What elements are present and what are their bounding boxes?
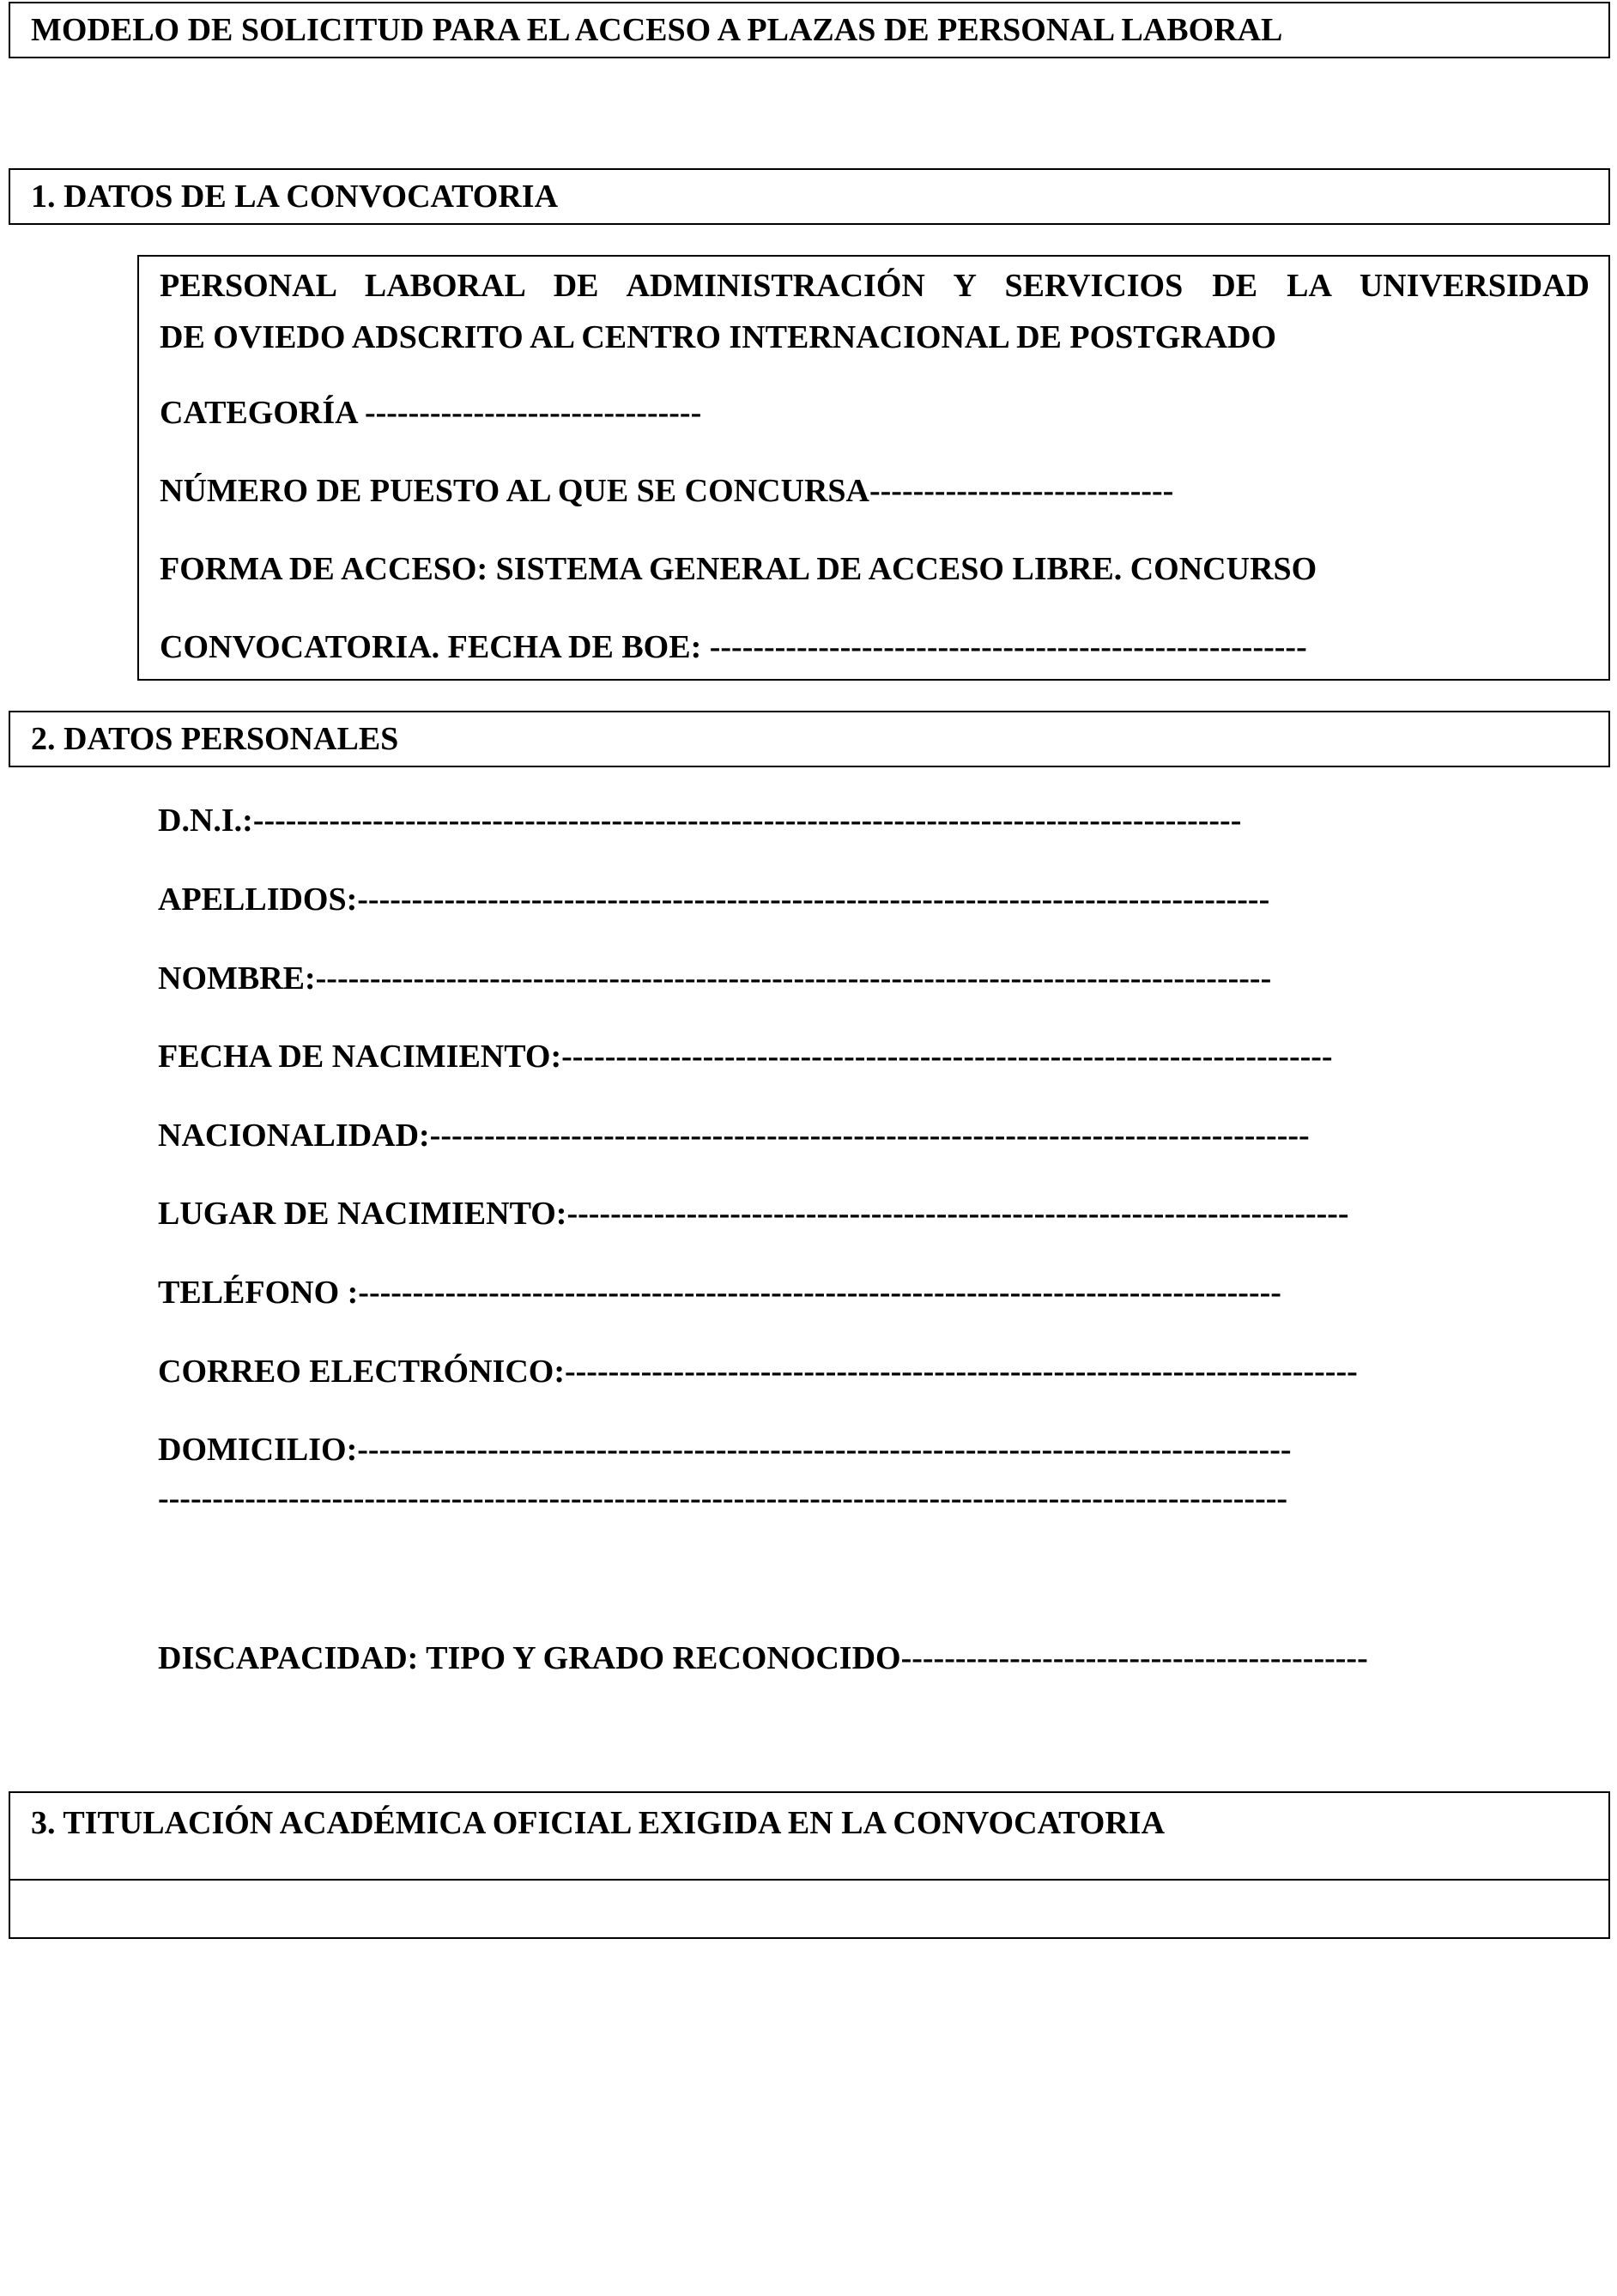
section-heading-titulacion: 3. TITULACIÓN ACADÉMICA OFICIAL EXIGIDA EN LA CONVOCATORIA (31, 1805, 1166, 1841)
section-heading-convocatoria-text: 1. DATOS DE LA CONVOCATORIA (31, 179, 559, 215)
lugar-nacimiento-field[interactable]: LUGAR DE NACIMIENTO:------------------------------------------------------------------------ (158, 1196, 1349, 1232)
convocatoria-description-line-2: DE OVIEDO ADSCRITO AL CENTRO INTERNACIONAL DE POSTGRADO (160, 319, 1277, 355)
discapacidad-field[interactable]: DISCAPACIDAD: TIPO Y GRADO RECONOCIDO------------------------------------------- (158, 1640, 1368, 1676)
telefono-field[interactable]: TELÉFONO :------------------------------------------------------------------------------------- (158, 1275, 1281, 1311)
section-heading-convocatoria (9, 168, 1610, 225)
domicilio-field[interactable]: DOMICILIO:-------------------------------------------------------------------------------------- (158, 1432, 1292, 1468)
convocatoria-details-box (137, 255, 1610, 681)
apellidos-field[interactable]: APELLIDOS:------------------------------------------------------------------------------------ (158, 881, 1270, 918)
convocatoria-description-line-1: PERSONAL LABORAL DE ADMINISTRACIÓN Y SERVICIOS DE LA UNIVERSIDAD (160, 268, 1590, 304)
fecha-nacimiento-field[interactable]: FECHA DE NACIMIENTO:----------------------------------------------------------------------- (158, 1039, 1333, 1075)
dni-field[interactable]: D.N.I.:------------------------------------------------------------------------------------------- (158, 803, 1242, 839)
categoria-field[interactable]: CATEGORÍA ------------------------------- (160, 395, 702, 431)
convocatoria-description (160, 260, 1590, 363)
nacionalidad-field[interactable]: NACIONALIDAD:--------------------------------------------------------------------------------- (158, 1118, 1310, 1154)
form-title-text: MODELO DE SOLICITUD PARA EL ACCESO A PLAZAS DE PERSONAL LABORAL (31, 12, 1283, 48)
fecha-boe-field[interactable]: CONVOCATORIA. FECHA DE BOE: ------------------------------------------------------- (160, 629, 1307, 665)
titulacion-section (9, 1791, 1610, 1939)
nombre-field[interactable]: NOMBRE:---------------------------------------------------------------------------------------- (158, 960, 1272, 997)
forma-acceso-text: FORMA DE ACCESO: SISTEMA GENERAL DE ACCESO LIBRE. CONCURSO (160, 551, 1317, 587)
section-heading-datos-personales (9, 711, 1610, 767)
titulacion-input-box[interactable] (10, 1881, 1608, 1937)
correo-electronico-field[interactable]: CORREO ELECTRÓNICO:------------------------------------------------------------------------- (158, 1354, 1358, 1390)
domicilio-continuation-line[interactable]: -------------------------------------------------------------------------------------------------------- (158, 1481, 1288, 1517)
section-heading-datos-personales-text: 2. DATOS PERSONALES (31, 721, 399, 757)
form-title (9, 2, 1610, 58)
numero-puesto-field[interactable]: NÚMERO DE PUESTO AL QUE SE CONCURSA---------------------------- (160, 473, 1174, 509)
